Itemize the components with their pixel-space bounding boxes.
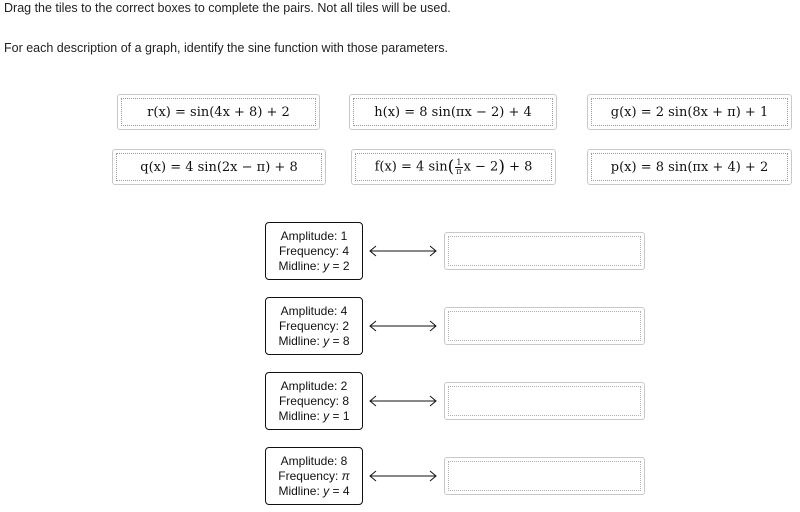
amplitude-text: Amplitude: 2 bbox=[280, 378, 348, 393]
tile-r[interactable] bbox=[117, 94, 320, 130]
tile-g[interactable] bbox=[587, 94, 792, 130]
tile-g-label bbox=[591, 98, 788, 126]
tile-f-label bbox=[355, 153, 552, 181]
instruction-drag: Drag the tiles to the correct boxes to complete the pairs. Not all tiles will be used. bbox=[4, 1, 451, 15]
drop-target-1[interactable] bbox=[444, 232, 645, 270]
double-arrow-icon bbox=[368, 469, 438, 483]
amplitude-text: Amplitude: 4 bbox=[280, 303, 348, 318]
drop-target-border bbox=[448, 386, 641, 416]
double-arrow-icon bbox=[368, 394, 438, 408]
frequency-text: Frequency: 2 bbox=[278, 318, 350, 333]
amplitude-text: Amplitude: 8 bbox=[280, 453, 348, 468]
frequency-text: Frequency: 4 bbox=[278, 243, 350, 258]
tile-h[interactable] bbox=[349, 94, 557, 130]
description-card-1 bbox=[265, 222, 363, 280]
tile-r-text: r(x) = sin(4x + 8) + 2 bbox=[147, 104, 290, 120]
midline-text: Midline: y = 1 bbox=[278, 408, 350, 423]
description-card-3 bbox=[265, 372, 363, 430]
frequency-text: Frequency: π bbox=[278, 468, 350, 483]
drop-target-3[interactable] bbox=[444, 382, 645, 420]
midline-text: Midline: y = 8 bbox=[278, 333, 350, 348]
double-arrow-icon bbox=[368, 244, 438, 258]
tile-p-text: p(x) = 8 sin(πx + 4) + 2 bbox=[610, 159, 769, 175]
tile-h-label bbox=[353, 98, 553, 126]
tile-q-text: q(x) = 4 sin(2x − π) + 8 bbox=[140, 159, 298, 175]
drop-target-border bbox=[448, 236, 641, 266]
amplitude-text: Amplitude: 1 bbox=[280, 228, 348, 243]
fraction: $\frac{1}{\pi}$ bbox=[456, 157, 462, 176]
midline-text: Midline: y = 4 bbox=[278, 483, 350, 498]
tile-q[interactable] bbox=[112, 149, 326, 185]
description-card-4 bbox=[265, 447, 363, 505]
tile-p[interactable] bbox=[587, 149, 792, 185]
drop-target-4[interactable] bbox=[444, 457, 645, 495]
tile-h-text: h(x) = 8 sin(πx − 2) + 4 bbox=[374, 104, 532, 120]
tile-f[interactable] bbox=[351, 149, 556, 185]
midline-text: Midline: y = 2 bbox=[278, 258, 350, 273]
double-arrow-icon bbox=[368, 319, 438, 333]
frequency-text: Frequency: 8 bbox=[278, 393, 350, 408]
tile-r-label bbox=[121, 98, 316, 126]
tile-q-label bbox=[116, 153, 322, 181]
instruction-identify: For each description of a graph, identify the sine function with those parameters. bbox=[4, 41, 448, 55]
tile-g-text: g(x) = 2 sin(8x + π) + 1 bbox=[610, 104, 769, 120]
drop-target-border bbox=[448, 461, 641, 491]
drop-target-2[interactable] bbox=[444, 307, 645, 345]
drop-target-border bbox=[448, 311, 641, 341]
tile-f-text: f(x) = 4 sin( $\frac{1}{\pi}$ x − 2) + 8 bbox=[374, 157, 533, 177]
description-card-2 bbox=[265, 297, 363, 355]
tile-p-label bbox=[591, 153, 788, 181]
